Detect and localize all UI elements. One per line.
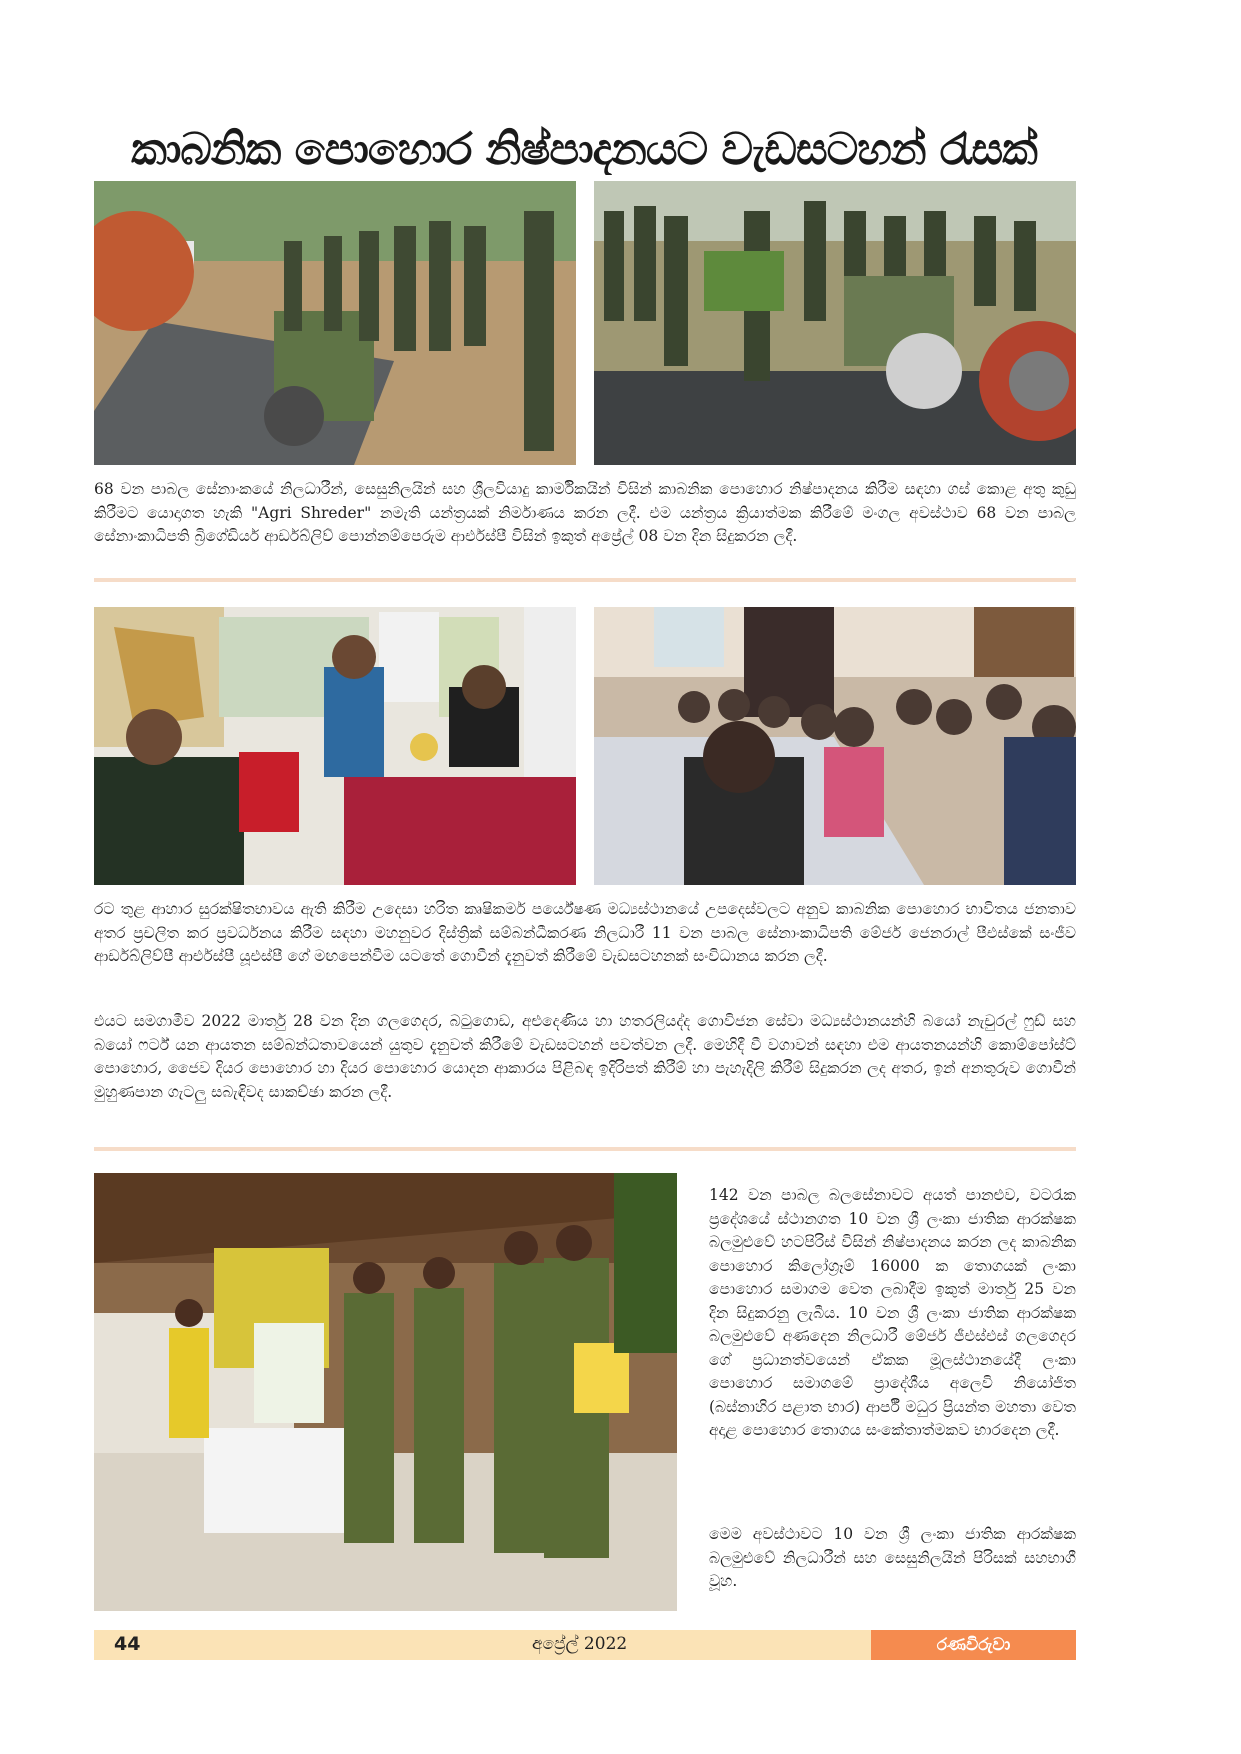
agri-shredder-photo-left xyxy=(94,181,576,465)
section-divider-1 xyxy=(94,578,1076,582)
issue-date: අප්‍රේල් 2022 xyxy=(532,1634,628,1654)
handover-paragraph-1: 142 වන පාබල බලසේනාවට අයත් පානළුව, වටරැක ප්‍රදේශයේ ස්ථානගත 10 වන ශ්‍රී ලංකා ජාතික ආරක්ෂක බලමුළුවේ හටපිරිස් විසින් නිෂ්පාදනය කරන ලද කාබනික පොහොර කිලෝග්‍රෑම් 16000 ක තොගයක් ලංකා පොහොර සමාගම වෙත ලබාදීම ඉකුත් මාර්තු 25 වන දින සිදුකරනු ලැබීය. 10 වන ශ්‍රී ලංකා ජාතික ආරක්ෂක බලමුළුවේ අණදෙන නිලධාරී මේජර් ජීඑස්එස් ගලගෙදර ගේ ප්‍රධානත්වයෙන් ඒකක මූලස්ථානයේදී ලංකා පොහොර සමාගමේ ප්‍රාදේශීය අලෙවි නියෝජිත (බස්නාහිර පළාත භාර) ආර්පී මධුර ප්‍රියන්ත මහතා වෙත අදාළ පොහොර තොගය සංකේතාත්මකව භාරදෙන ලදී. xyxy=(709,1186,1076,1439)
handover-paragraph-2: මෙම අවස්ථාවට 10 වන ශ්‍රී ලංකා ජාතික ආරක්ෂක බලමුළුවේ නිලධාරීන් සහ සෙසුනිලයින් පිරිසක් සහභාගී වූහ. xyxy=(709,1525,1076,1590)
agri-shredder-photo-right xyxy=(594,181,1076,465)
magazine-name: රණවිරුවා xyxy=(871,1630,1076,1660)
page-number: 44 xyxy=(114,1633,141,1655)
section-divider-2 xyxy=(94,1147,1076,1151)
awareness-paragraph-1: රට තුළ ආහාර සුරක්ෂිතභාවය ඇති කිරීම උදෙසා හරිත කෘෂිකර්ම පර්යේෂණ මධ්‍යස්ථානයේ උපදෙස්වලට අනුව කාබනික පොහොර භාවිතය ජනතාව අතර ප්‍රචලිත කර ප්‍රවර්ධනය කිරීම සඳහා මහනුවර දිස්ත්‍රික් සම්බන්ධීකරණ නිලධාරී 11 වන පාබල සේනාංකාධිපති මේජර් ජෙනරාල් පීඑස්කේ සංජීව ආර්ඩබ්ලිව්පී ආර්එස්පී යූඑස්පී ගේ මඟපෙන්වීම යටතේ ගොවීන් දැනුවත් කිරීමේ වැඩසටහනක් සංවිධානය කරන ලදී. xyxy=(94,900,1076,965)
article-title: කාබනික පොහොර නිෂ්පාදනයට වැඩසටහන් රැසක් xyxy=(131,124,1037,175)
farmer-awareness-photo-right xyxy=(594,607,1076,885)
fertilizer-handover-photo xyxy=(94,1173,677,1611)
first-photo-caption: 68 වන පාබල සේනාංකයේ නිලධාරීන්, සෙසුනිලයින් සහ ශ්‍රීලවියාදු කාර්මිකයින් විසින් කාබනික පොහොර නිෂ්පාදනය කිරීම සඳහා ගස් කොළ අතු කුඩු කිරීමට යොදාගත හැකි "Agri Shreder" නමැති යන්ත්‍රයක් නිර්මාණය කරන ලදී. එම යන්ත්‍රය ක්‍රියාත්මක කිරීමේ මංගල අවස්ථාව 68 වන පාබල සේනාංකාධිපති බ්‍රිගේඩියර් ආර්ඩබ්ලිව් පොන්නම්පෙරුම ආර්එස්පී විසින් ඉකුත් අප්‍රේල් 08 වන දින සිදුකරන ලදී. xyxy=(94,480,1076,545)
awareness-paragraph-2: එයට සමගාමීව 2022 මාර්තු 28 වන දින ගලගෙදර, බටුගොඩ, අළුදෙණිය හා හතරලියද්ද ගොවිජන සේවා මධ්‍යස්ථානයන්හි බයෝ නැචුරල් ෆුඩ් සහ බයෝ ෆර්ට් යන ආයතන සම්බන්ධතාවයෙන් යුතුව දැනුවත් කිරීමේ වැඩසටහන් පවත්වන ලදී. මෙහිදී වී වගාවන් සඳහා එම ආයතනයන්හි කොම්පෝස්ට් පොහොර, ජෛව දියර පොහොර හා දියර පොහොර යොදන ආකාරය පිළිබඳ ඉදිරිපත් කිරීම් හා පැහැදිලි කිරීම් සිදුකරන ලද අතර, ඉන් අනතුරුව ගොවීන් මුහුණපාන ගැටලු සබැඳිවද සාකච්ඡා කරන ලදී. xyxy=(94,1012,1076,1101)
farmer-awareness-photo-left xyxy=(94,607,576,885)
